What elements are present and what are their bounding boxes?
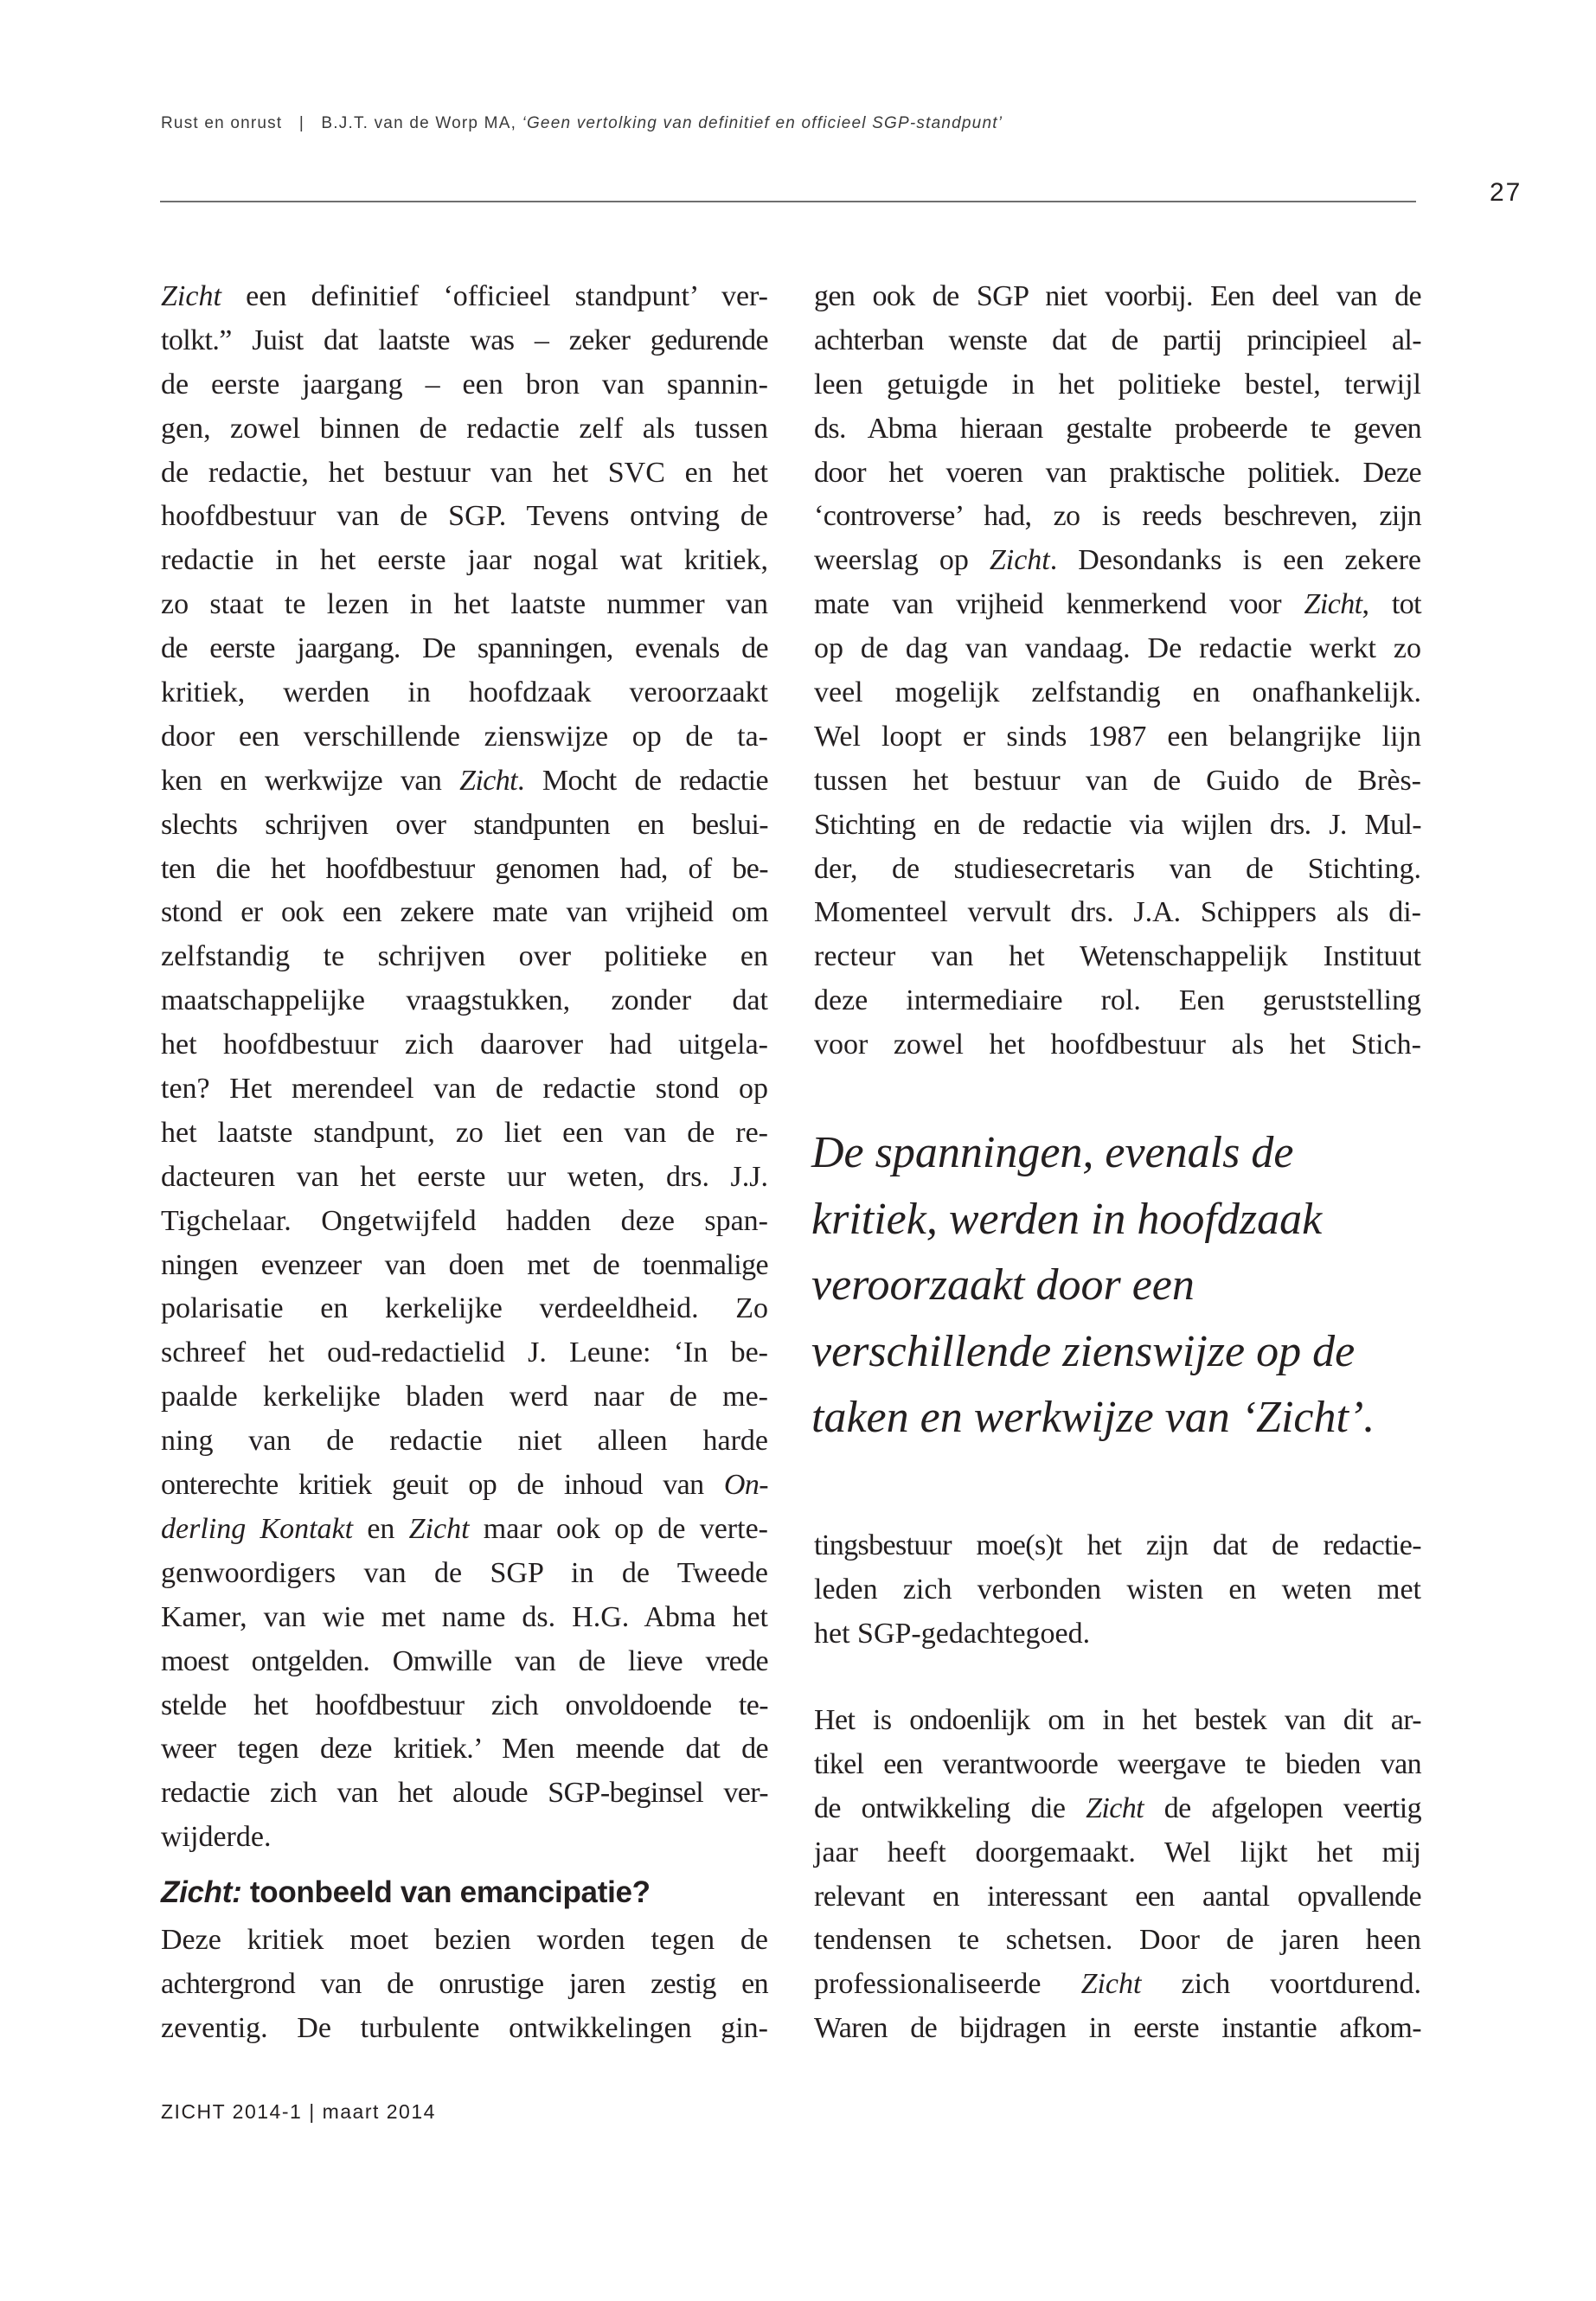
text-line: schreef het oud-redactielid J. Leune: ‘In be- [161, 1336, 768, 1369]
text-line: Waren de bijdragen in eerste instantie afkom- [814, 2012, 1421, 2045]
text-line: tolkt.” Juist dat laatste was – zeker gedurende [161, 324, 768, 356]
text-line: paalde kerkelijke bladen werd naar de me- [161, 1381, 768, 1413]
running-header-section: Rust en onrust [161, 114, 283, 132]
footer-journal: ZICHT 2014-1 [161, 2100, 303, 2123]
text-line: het laatste standpunt, zo liet een van de re- [161, 1116, 768, 1149]
text-line: weerslag op Zicht. Desondanks is een zekere [814, 544, 1422, 577]
text-line: de redactie, het bestuur van het SVC en het [161, 456, 768, 489]
pull-quote-line: kritiek, werden in hoofdzaak [811, 1194, 1323, 1244]
text-line: voor zowel het hoofdbestuur als het Stich- [814, 1029, 1421, 1061]
pull-quote-line: veroorzaakt door een [811, 1260, 1195, 1310]
text-line: leen getuigde in het politieke bestel, terwijl [814, 368, 1421, 401]
text-line: veel mogelijk zelfstandig en onafhankelijk. [814, 676, 1421, 709]
text-line: de ontwikkeling die Zicht de afgelopen veertig [814, 1791, 1421, 1824]
running-header-separator: | [298, 114, 304, 132]
text-line: ning van de redactie niet alleen harde [161, 1425, 768, 1458]
text-line: moest ontgelden. Omwille van de lieve vrede [161, 1644, 768, 1677]
text-line: maatschappelijke vraagstukken, zonder dat [161, 984, 768, 1017]
text-line: het hoofdbestuur zich daarover had uitgela- [161, 1029, 768, 1061]
text-line: Stichting en de redactie via wijlen drs. J. Mul- [814, 808, 1421, 841]
text-line: ds. Abma hieraan gestalte probeerde te geven [814, 412, 1421, 445]
text-line: de eerste jaargang. De spanningen, evenals de [161, 632, 768, 665]
text-line: dacteuren van het eerste uur weten, drs. J.J. [161, 1160, 768, 1193]
pull-quote-line: De spanningen, evenals de [811, 1128, 1294, 1177]
text-line: stond er ook een zekere mate van vrijheid om [161, 896, 768, 929]
text-line: redactie zich van het aloude SGP-beginsel ver- [161, 1777, 768, 1810]
text-line: ten? Het merendeel van de redactie stond op [161, 1073, 768, 1106]
text-line: ningen evenzeer van doen met de toenmalige [161, 1248, 768, 1281]
text-line: het SGP-gedachtegoed. [814, 1617, 1091, 1650]
right-column-after-quote [814, 1524, 1421, 1657]
text-line: hoofdbestuur van de SGP. Tevens ontving de [161, 500, 768, 533]
section-heading-text: toonbeeld van emancipatie? [241, 1875, 651, 1909]
running-header-author: B.J.T. van de Worp MA, [321, 114, 517, 132]
text-line: Tigchelaar. Ongetwijfeld hadden deze span- [161, 1204, 768, 1237]
text-line: wijderde. [161, 1821, 272, 1854]
left-column-after-heading [161, 1919, 768, 2051]
pull-quote-line: verschillende zienswijze op de [811, 1326, 1356, 1376]
text-line: slechts schrijven over standpunten en beslui- [161, 808, 768, 841]
text-line: weer tegen deze kritiek.’ Men meende dat de [161, 1733, 768, 1766]
text-line: gen, zowel binnen de redactie zelf als tussen [161, 412, 768, 445]
text-line: gen ook de SGP niet voorbij. Een deel van de [814, 280, 1421, 312]
text-line: derling Kontakt en Zicht maar ook op de verte- [161, 1512, 768, 1545]
text-line: jaar heeft doorgemaakt. Wel lijkt het mij [814, 1836, 1421, 1868]
text-line: stelde het hoofdbestuur zich onvoldoende te- [161, 1689, 768, 1721]
text-line: tendensen te schetsen. Door de jaren heen [814, 1924, 1421, 1957]
text-line: leden zich verbonden wisten en weten met [814, 1573, 1421, 1606]
text-line: onterechte kritiek geuit op de inhoud van On- [161, 1469, 768, 1502]
text-line: genwoordigers van de SGP in de Tweede [161, 1556, 768, 1589]
text-line: Kamer, van wie met name ds. H.G. Abma het [161, 1600, 768, 1633]
text-line: polarisatie en kerkelijke verdeeldheid. Zo [161, 1292, 768, 1325]
text-line: Zicht een definitief ‘officieel standpunt’ ver- [161, 280, 768, 312]
section-heading [161, 1875, 651, 1910]
text-line: recteur van het Wetenschappelijk Instituut [814, 940, 1421, 973]
text-line: kritiek, werden in hoofdzaak veroorzaakt [161, 676, 768, 709]
text-line: Deze kritiek moet bezien worden tegen de [161, 1924, 768, 1956]
text-line: redactie in het eerste jaar nogal wat kritiek, [161, 544, 768, 577]
page-number: 27 [1490, 178, 1522, 207]
text-line: tikel een verantwoorde weergave te bieden van [814, 1747, 1421, 1780]
running-header-article-title: ‘Geen vertolking van definitief en officieel SGP-standpunt’ [522, 114, 1003, 132]
text-line: op de dag van vandaag. De redactie werkt zo [814, 632, 1421, 665]
text-line: zo staat te lezen in het laatste nummer van [161, 588, 768, 621]
text-line: mate van vrijheid kenmerkend voor Zicht, tot [814, 588, 1421, 621]
pull-quote [811, 1120, 1417, 1452]
text-line: Wel loopt er sinds 1987 een belangrijke lijn [814, 720, 1421, 753]
text-line: relevant en interessant een aantal opvallende [814, 1880, 1421, 1913]
text-line: ten die het hoofdbestuur genomen had, of be- [161, 852, 768, 885]
footer-date: maart 2014 [322, 2100, 436, 2123]
text-line: de eerste jaargang – een bron van spannin- [161, 368, 768, 401]
text-line: tingsbestuur moe(s)t het zijn dat de redactie- [814, 1529, 1421, 1561]
text-line: Momenteel vervult drs. J.A. Schippers als di- [814, 896, 1421, 929]
page-footer [161, 2100, 436, 2124]
section-heading-italic: Zicht: [161, 1875, 242, 1909]
text-line: achtergrond van de onrustige jaren zestig en [161, 1967, 768, 2000]
right-column [814, 275, 1421, 1067]
footer-separator: | [309, 2100, 316, 2123]
text-line: ken en werkwijze van Zicht. Mocht de redactie [161, 764, 768, 797]
text-line: tussen het bestuur van de Guido de Brès- [814, 764, 1421, 797]
right-column-paragraph-2 [814, 1699, 1421, 2051]
pull-quote-line: taken en werkwijze van ‘Zicht’. [811, 1393, 1375, 1442]
text-line: zeventig. De turbulente ontwikkelingen gin- [161, 2011, 768, 2044]
header-rule [160, 201, 1416, 202]
text-line: Het is ondoenlijk om in het bestek van dit ar- [814, 1704, 1421, 1736]
text-line: professionaliseerde Zicht zich voortdurend. [814, 1968, 1421, 2001]
text-line: door een verschillende zienswijze op de ta- [161, 720, 768, 753]
left-column [161, 275, 768, 1860]
text-line: achterban wenste dat de partij principieel al- [814, 324, 1421, 356]
running-header [161, 114, 1003, 133]
text-line: ‘controverse’ had, zo is reeds beschreven, zijn [814, 500, 1421, 533]
text-line: zelfstandig te schrijven over politieke en [161, 940, 768, 973]
text-line: deze intermediaire rol. Een geruststelling [814, 984, 1421, 1017]
text-line: der, de studiesecretaris van de Stichting. [814, 852, 1421, 885]
text-line: door het voeren van praktische politiek. Deze [814, 456, 1421, 489]
